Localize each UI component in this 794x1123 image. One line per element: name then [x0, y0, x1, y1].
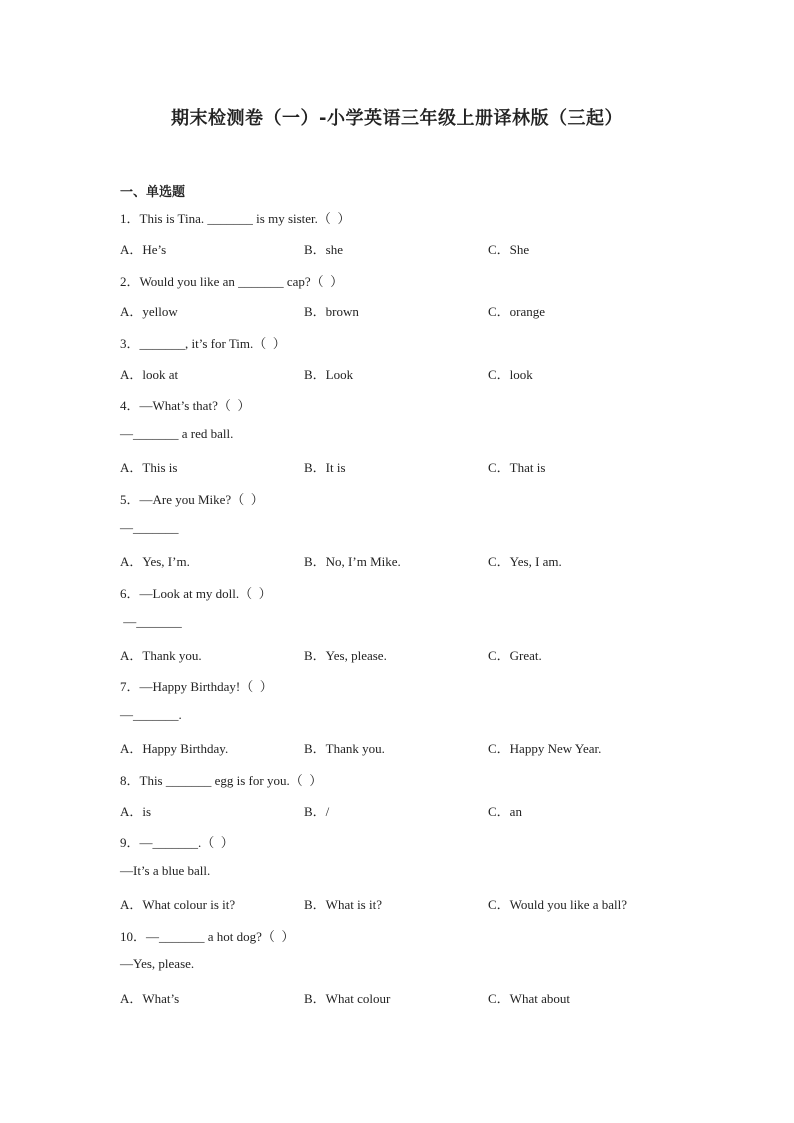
question-3-option-b[interactable]: B．Look	[304, 367, 354, 382]
question-1-option-b[interactable]: B．she	[304, 242, 344, 257]
question-5-reply: —_______	[120, 520, 179, 535]
question-10-reply: —Yes, please.	[120, 956, 195, 971]
section-heading: 一、单选题	[120, 185, 186, 200]
question-10-stem: 10．—_______ a hot dog?（ ）	[120, 929, 295, 944]
question-4-option-b[interactable]: B．It is	[304, 460, 346, 475]
question-7-option-c[interactable]: C．Happy New Year.	[488, 741, 602, 756]
question-6-option-c[interactable]: C．Great.	[488, 648, 542, 663]
question-1-option-c[interactable]: C．She	[488, 242, 530, 257]
question-3-option-c[interactable]: C．look	[488, 367, 533, 382]
question-9-option-a[interactable]: A．What colour is it?	[120, 897, 236, 912]
question-9-option-b[interactable]: B．What is it?	[304, 897, 382, 912]
question-2-option-b[interactable]: B．brown	[304, 304, 359, 319]
question-4-option-a[interactable]: A．This is	[120, 460, 178, 475]
question-2-option-a[interactable]: A．yellow	[120, 304, 178, 319]
question-10-option-c[interactable]: C．What about	[488, 991, 570, 1006]
question-6-option-a[interactable]: A．Thank you.	[120, 648, 202, 663]
question-7-option-a[interactable]: A．Happy Birthday.	[120, 741, 229, 756]
question-10-option-a[interactable]: A．What’s	[120, 991, 180, 1006]
question-6-reply: —_______	[120, 614, 182, 629]
question-8-option-c[interactable]: C．an	[488, 804, 522, 819]
question-2-stem: 2．Would you like an _______ cap?（ ）	[120, 274, 344, 289]
question-7-option-b[interactable]: B．Thank you.	[304, 741, 385, 756]
question-4-reply: —_______ a red ball.	[120, 426, 234, 441]
question-3-option-a[interactable]: A．look at	[120, 367, 179, 382]
question-10-option-b[interactable]: B．What colour	[304, 991, 391, 1006]
question-9-option-c[interactable]: C．Would you like a ball?	[488, 897, 628, 912]
question-8-stem: 8．This _______ egg is for you.（ ）	[120, 773, 323, 788]
question-7-reply: —_______.	[120, 707, 182, 722]
question-6-option-b[interactable]: B．Yes, please.	[304, 648, 387, 663]
question-7-stem: 7．—Happy Birthday!（ ）	[120, 679, 273, 694]
question-4-option-c[interactable]: C．That is	[488, 460, 546, 475]
question-5-option-b[interactable]: B．No, I’m Mike.	[304, 554, 401, 569]
question-9-stem: 9．—_______.（ ）	[120, 835, 234, 850]
page-title: 期末检测卷（一）-小学英语三年级上册译林版（三起）	[171, 108, 623, 129]
question-6-stem: 6．—Look at my doll.（ ）	[120, 586, 272, 601]
question-8-option-a[interactable]: A．is	[120, 804, 152, 819]
question-3-stem: 3．_______, it’s for Tim.（ ）	[120, 336, 286, 351]
question-5-option-a[interactable]: A．Yes, I’m.	[120, 554, 190, 569]
question-9-reply: —It’s a blue ball.	[120, 863, 211, 878]
question-5-stem: 5．—Are you Mike?（ ）	[120, 492, 264, 507]
question-8-option-b[interactable]: B．/	[304, 804, 330, 819]
question-2-option-c[interactable]: C．orange	[488, 304, 546, 319]
question-5-option-c[interactable]: C．Yes, I am.	[488, 554, 562, 569]
question-1-option-a[interactable]: A．He’s	[120, 242, 167, 257]
question-4-stem: 4．—What’s that?（ ）	[120, 398, 251, 413]
question-1-stem: 1．This is Tina. _______ is my sister.（ ）	[120, 211, 351, 226]
